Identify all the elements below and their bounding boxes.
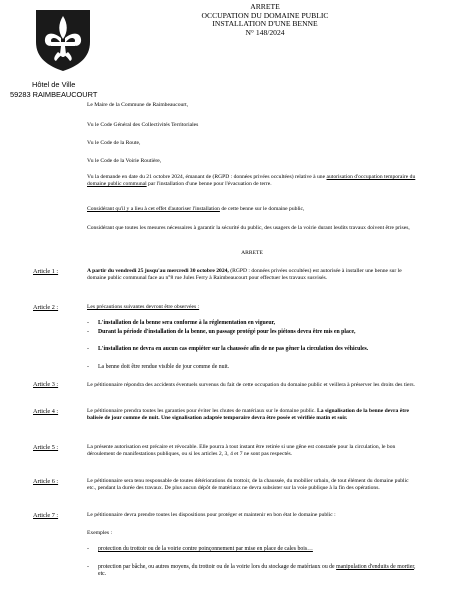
article-3-label: Article 3 : <box>33 381 59 388</box>
article-1-dates: A partir du vendredi 25 jusqu'au mercredi 30 octobre 2024, <box>87 268 229 274</box>
article-2-bullet: Durant la période d'installation de la benne, un passage protégé pour les piétons devra être mis en place, <box>98 329 356 335</box>
article-1-label: Article 1 : <box>33 268 59 275</box>
example-2-c: , etc. <box>98 564 416 577</box>
article-7-exemples: Exemples : <box>87 530 113 536</box>
article-6-text: Le pétitionnaire sera tenu responsable de toutes détériorations du trottoir, de la chaussée, du mobilier urbain, de tout élément du domaine public etc., pendant la durée des travaux. De plus aucun dépôt de matériaux ne devra subsister sur la voie publique à la fin des opérations. <box>87 478 409 491</box>
bullet-dash: - <box>87 546 89 552</box>
preamble-route: Vu le Code de la Route, <box>87 140 141 146</box>
article-1-body: (RGPD : données privées occultées) est autorisée à installer une benne sur le domaine public communal face au n°8 rue Jules Ferry à Raimbeaucourt pour effectuer les travaux susvisés. <box>87 268 402 281</box>
town-address <box>10 80 97 100</box>
article-2-text: Le pétitionnaire répondra des accidents éventuels survenus du fait de cette occupation du domaine public et veillera à préserver les droits des tiers. <box>87 382 415 388</box>
demande-text-c: par l'installation d'une benne pour l'évacuation de terre. <box>146 181 272 187</box>
header-subject: INSTALLATION D'UNE BENNE <box>212 19 318 29</box>
preamble-voirie: Vu le Code de la Voirie Routière, <box>87 158 162 164</box>
article-2-intro: Les précautions suivantes devront être observées : <box>87 304 200 310</box>
article-4-body: Le pétitionnaire prendra toutes les garanties pour éviter les chutes de matériaux sur le domaine public. <box>87 408 318 414</box>
article-5-text: La présente autorisation est précaire et révocable. Elle pourra à tout instant être retirée si une gêne est constatée pour la circulation, le bon déroulement de manifestations publiques, ou si les articles 2, 3, 4 et 7 ne sont pas respectés. <box>87 444 396 457</box>
article-4-label: Article 4 : <box>33 408 59 415</box>
demande-text-a: Vu la demande en date du 21 octobre 2024, émanant de (RGPD : données privées occultées) relative à une <box>87 174 327 180</box>
document-header <box>150 3 380 37</box>
preamble-considerant-1 <box>87 206 417 213</box>
town-hall: Hôtel de Ville <box>32 80 76 89</box>
article-7-label: Article 7 : <box>33 512 59 519</box>
article-5-label: Article 5 : <box>33 444 59 451</box>
town-postcode: 59283 RAIMBEAUCOURT <box>10 90 98 99</box>
preamble-demande <box>87 174 417 188</box>
bullet-dash: - <box>87 564 89 570</box>
bullet-dash: - <box>87 320 89 326</box>
preamble-considerant-2: Considérant que toutes les mesures nécessaires à garantir la sécurité du public, des usagers de la voirie durant lesdits travaux doivent être prises, <box>87 225 410 231</box>
demande-text-b: autorisation d'occupation temporaire du domaine public communal <box>87 174 416 187</box>
bullet-dash: - <box>87 346 89 352</box>
coat-of-arms-logo <box>34 8 92 72</box>
article-7-example-2 <box>98 564 418 578</box>
article-7-example-1: protection du trottoir ou de la voirie contre poinçonnement par mise en place de cales bois… <box>98 546 313 552</box>
article-4-text <box>87 408 417 422</box>
article-2-bullet: L'installation ne devra en aucun cas empiéter sur la chaussée afin de ne pas gêner la circulation des véhicules. <box>98 346 369 352</box>
header-subtitle: OCCUPATION DU DOMAINE PUBLIC <box>201 10 329 20</box>
header-title: ARRETE <box>250 2 280 11</box>
article-6-label: Article 6 : <box>33 478 59 485</box>
article-2-label: Article 2 : <box>33 304 59 311</box>
article-4-signalisation: La signalisation de la benne devra être balisée de jour comme de nuit. Une signalisation adaptée temporaire devra être posée et vérifiée matin et soir. <box>87 408 409 421</box>
considerant-1-b: de cette benne sur le domaine public, <box>219 206 305 212</box>
preamble-cgct: Vu le Code Général des Collectivités Territoriales <box>87 122 199 128</box>
preamble-maire: Le Maire de la Commune de Raimbeaucourt, <box>87 102 189 108</box>
considerant-1-a: Considérant qu'il y a lieu à cet effet d'autoriser l'installation <box>87 206 220 212</box>
bullet-dash: - <box>87 329 89 335</box>
article-1-text <box>87 268 417 282</box>
decree-number: N° 148/2024 <box>245 27 285 37</box>
article-7-text: Le pétitionnaire devra prendre toutes les dispositions pour protéger et maintenir en bon état le domaine public : <box>87 512 336 518</box>
article-2-bullet: L'installation de la benne sera conforme à la réglementation en vigueur, <box>98 320 276 326</box>
arrete-title: ARRETE <box>241 250 263 256</box>
bullet-dash: - <box>87 364 89 370</box>
example-2-a: protection par bâche, ou autres moyens, du trottoir ou de la voirie lors du stockage de matériaux ou de <box>98 564 337 570</box>
article-2-bullet: La benne doit être rendue visible de jour comme de nuit. <box>98 364 230 370</box>
example-2-b: manipulation d'enduits de mortier <box>336 564 415 570</box>
